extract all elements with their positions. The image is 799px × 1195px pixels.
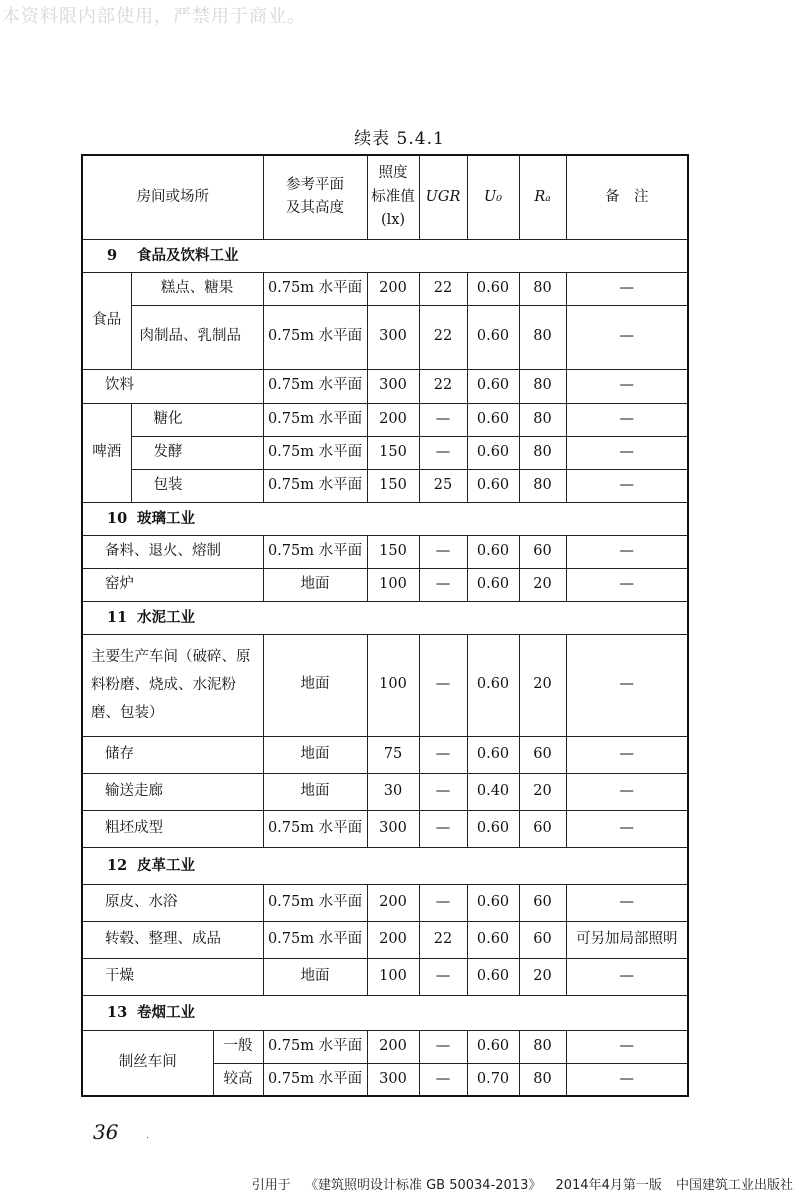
watermark-text: 本资料限内部使用，严禁用于商业。 <box>2 6 306 27</box>
row-u0: 0.60 <box>467 535 519 568</box>
row-plane: 0.75m 水平面 <box>263 810 367 847</box>
row-u0: 0.60 <box>467 634 519 736</box>
row-ugr: — <box>419 568 467 601</box>
row-ra: 60 <box>519 535 566 568</box>
row-plane: 0.75m 水平面 <box>263 436 367 469</box>
row-ugr: — <box>419 773 467 810</box>
row-u0: 0.60 <box>467 810 519 847</box>
row-ra: 80 <box>519 369 566 403</box>
row-ugr: — <box>419 535 467 568</box>
row-name: 备料、退火、熔制 <box>82 535 263 568</box>
row-name: 干燥 <box>82 958 263 995</box>
row-u0: 0.60 <box>467 469 519 502</box>
row-name: 储存 <box>82 736 263 773</box>
footer-cite-prefix: 引用于 <box>251 1178 291 1193</box>
row-u0: 0.60 <box>467 921 519 958</box>
section-13-title: 13 卷烟工业 <box>82 995 688 1030</box>
row-ra: 80 <box>519 1063 566 1096</box>
row-name: 输送走廊 <box>82 773 263 810</box>
table-row <box>82 369 688 403</box>
row-lux: 150 <box>367 535 419 568</box>
illuminance-table <box>81 154 689 1097</box>
row-note: — <box>566 272 688 305</box>
group-food: 食品 <box>82 272 131 369</box>
row-note: — <box>566 1063 688 1096</box>
row-ugr: 22 <box>419 272 467 305</box>
row-plane: 0.75m 水平面 <box>263 469 367 502</box>
section-row <box>82 239 688 272</box>
row-name: 窑炉 <box>82 568 263 601</box>
page-number: 36 <box>93 1120 119 1144</box>
table-row <box>82 958 688 995</box>
row-lux: 150 <box>367 469 419 502</box>
row-lux: 300 <box>367 1063 419 1096</box>
table-row <box>82 884 688 921</box>
row-lux: 30 <box>367 773 419 810</box>
row-ra: 80 <box>519 436 566 469</box>
row-lux: 200 <box>367 403 419 436</box>
row-plane: 地面 <box>263 736 367 773</box>
row-plane: 地面 <box>263 634 367 736</box>
row-lux: 300 <box>367 810 419 847</box>
row-note: — <box>566 535 688 568</box>
row-ugr: 25 <box>419 469 467 502</box>
row-ugr: 22 <box>419 921 467 958</box>
row-lux: 100 <box>367 958 419 995</box>
row-ra: 80 <box>519 469 566 502</box>
table-row <box>82 436 688 469</box>
footer-edition: 2014年4月第一版 <box>555 1178 662 1193</box>
row-ra: 60 <box>519 921 566 958</box>
row-plane: 0.75m 水平面 <box>263 272 367 305</box>
row-ra: 60 <box>519 810 566 847</box>
row-ugr: — <box>419 810 467 847</box>
header-ra: Rₐ <box>519 155 566 239</box>
table-row <box>82 568 688 601</box>
row-plane: 0.75m 水平面 <box>263 921 367 958</box>
row-u0: 0.60 <box>467 403 519 436</box>
group-silk: 制丝车间 <box>82 1030 213 1096</box>
section-row <box>82 502 688 535</box>
table-row <box>82 535 688 568</box>
header-u0: U₀ <box>467 155 519 239</box>
section-11-title: 11 水泥工业 <box>82 601 688 634</box>
row-lux: 200 <box>367 1030 419 1063</box>
row-plane: 地面 <box>263 568 367 601</box>
row-ra: 20 <box>519 958 566 995</box>
row-note: — <box>566 436 688 469</box>
table-row <box>82 272 688 305</box>
row-name: 原皮、水浴 <box>82 884 263 921</box>
row-ra: 80 <box>519 272 566 305</box>
row-lux: 150 <box>367 436 419 469</box>
row-ra: 20 <box>519 568 566 601</box>
row-ugr: — <box>419 403 467 436</box>
row-ugr: — <box>419 436 467 469</box>
row-plane: 0.75m 水平面 <box>263 403 367 436</box>
header-plane: 参考平面 及其高度 <box>263 155 367 239</box>
row-note: 可另加局部照明 <box>566 921 688 958</box>
footer-source: 《建筑照明设计标准 GB 50034-2013》 <box>304 1178 542 1193</box>
row-name: 肉制品、乳制品 <box>131 305 263 369</box>
row-ra: 80 <box>519 403 566 436</box>
row-lux: 75 <box>367 736 419 773</box>
row-ugr: 22 <box>419 305 467 369</box>
table-row <box>82 634 688 736</box>
table-row <box>82 921 688 958</box>
row-u0: 0.60 <box>467 884 519 921</box>
table-row <box>82 736 688 773</box>
row-ugr: — <box>419 1063 467 1096</box>
table-row <box>82 305 688 369</box>
citation-footer <box>252 1174 793 1193</box>
row-u0: 0.60 <box>467 305 519 369</box>
row-plane: 0.75m 水平面 <box>263 305 367 369</box>
row-note: — <box>566 568 688 601</box>
row-note: — <box>566 884 688 921</box>
row-ra: 60 <box>519 736 566 773</box>
row-name: 转毂、整理、成品 <box>82 921 263 958</box>
row-lux: 100 <box>367 568 419 601</box>
header-ugr: UGR <box>419 155 467 239</box>
table-row <box>82 810 688 847</box>
row-name: 一般 <box>213 1030 263 1063</box>
header-room: 房间或场所 <box>82 155 263 239</box>
header-note: 备 注 <box>566 155 688 239</box>
row-ugr: 22 <box>419 369 467 403</box>
row-lux: 100 <box>367 634 419 736</box>
row-u0: 0.60 <box>467 1030 519 1063</box>
row-lux: 200 <box>367 272 419 305</box>
header-lux: 照度 标准值 (lx) <box>367 155 419 239</box>
row-note: — <box>566 810 688 847</box>
footer-publisher: 中国建筑工业出版社 <box>675 1178 793 1193</box>
row-ra: 20 <box>519 634 566 736</box>
row-note: — <box>566 773 688 810</box>
row-plane: 0.75m 水平面 <box>263 1030 367 1063</box>
section-row <box>82 847 688 884</box>
row-note: — <box>566 403 688 436</box>
section-row <box>82 995 688 1030</box>
row-note: — <box>566 634 688 736</box>
row-ra: 80 <box>519 305 566 369</box>
table-row <box>82 773 688 810</box>
row-lux: 300 <box>367 369 419 403</box>
section-12-title: 12 皮革工业 <box>82 847 688 884</box>
row-lux: 300 <box>367 305 419 369</box>
row-name: 糖化 <box>131 403 263 436</box>
table-row <box>82 469 688 502</box>
row-u0: 0.60 <box>467 272 519 305</box>
row-name: 较高 <box>213 1063 263 1096</box>
row-plane: 0.75m 水平面 <box>263 535 367 568</box>
scan-dot: . <box>146 1130 150 1141</box>
table-caption: 续表 5.4.1 <box>354 129 445 149</box>
row-u0: 0.60 <box>467 568 519 601</box>
row-u0: 0.60 <box>467 958 519 995</box>
table-header-row <box>82 155 688 239</box>
row-plane: 0.75m 水平面 <box>263 884 367 921</box>
row-lux: 200 <box>367 921 419 958</box>
row-u0: 0.60 <box>467 436 519 469</box>
section-row <box>82 601 688 634</box>
group-beer: 啤酒 <box>82 403 131 502</box>
section-9-title: 9 食品及饮料工业 <box>82 239 688 272</box>
row-ugr: — <box>419 634 467 736</box>
row-plane: 地面 <box>263 773 367 810</box>
row-note: — <box>566 1030 688 1063</box>
row-name: 主要生产车间（破碎、原料粉磨、烧成、水泥粉磨、包装） <box>82 634 263 736</box>
row-note: — <box>566 469 688 502</box>
row-note: — <box>566 958 688 995</box>
row-ra: 60 <box>519 884 566 921</box>
row-ra: 20 <box>519 773 566 810</box>
row-ugr: — <box>419 736 467 773</box>
row-ugr: — <box>419 958 467 995</box>
row-u0: 0.40 <box>467 773 519 810</box>
row-ugr: — <box>419 884 467 921</box>
table-row <box>82 1030 688 1063</box>
row-note: — <box>566 736 688 773</box>
row-u0: 0.60 <box>467 369 519 403</box>
row-ra: 80 <box>519 1030 566 1063</box>
row-name: 包装 <box>131 469 263 502</box>
row-lux: 200 <box>367 884 419 921</box>
row-note: — <box>566 305 688 369</box>
row-u0: 0.60 <box>467 736 519 773</box>
row-note: — <box>566 369 688 403</box>
section-10-title: 10 玻璃工业 <box>82 502 688 535</box>
row-ugr: — <box>419 1030 467 1063</box>
row-plane: 0.75m 水平面 <box>263 1063 367 1096</box>
row-name: 饮料 <box>82 369 263 403</box>
row-name: 粗坯成型 <box>82 810 263 847</box>
row-name: 发酵 <box>131 436 263 469</box>
table-row <box>82 403 688 436</box>
row-plane: 地面 <box>263 958 367 995</box>
row-u0: 0.70 <box>467 1063 519 1096</box>
row-plane: 0.75m 水平面 <box>263 369 367 403</box>
row-name: 糕点、糖果 <box>131 272 263 305</box>
